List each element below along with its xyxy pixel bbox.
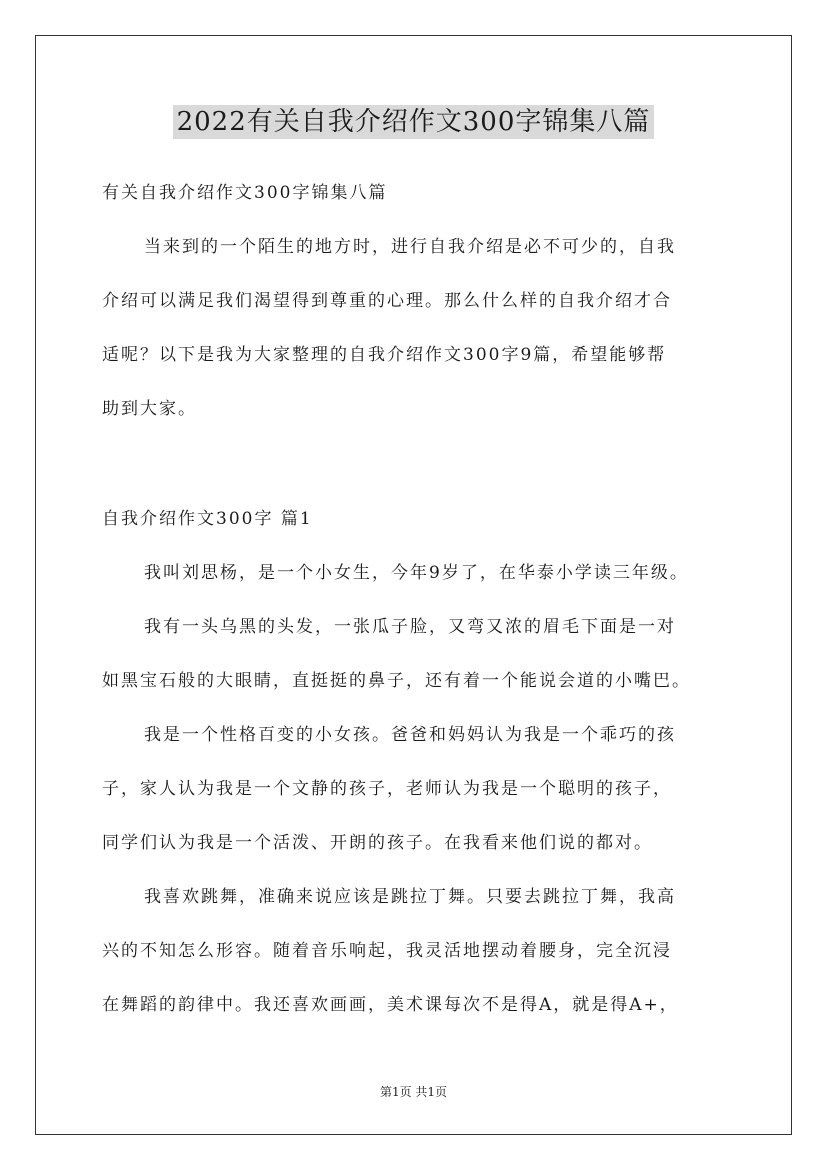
paragraph-line: 我有一头乌黑的头发，一张瓜子脸，又弯又浓的眉毛下面是一对 <box>144 617 676 637</box>
title-text: 2022有关自我介绍作文300字锦集八篇 <box>173 105 655 139</box>
section-heading: 自我介绍作文300字 篇1 <box>102 509 313 529</box>
document-subtitle: 有关自我介绍作文300字锦集八篇 <box>102 183 388 203</box>
paragraph-line: 如黑宝石般的大眼睛，直挺挺的鼻子，还有着一个能说会道的小嘴巴。 <box>102 671 691 691</box>
page-footer: 第1页 共1页 <box>379 1085 448 1099</box>
paragraph-line: 助到大家。 <box>102 399 197 419</box>
paragraph-line: 子，家人认为我是一个文静的孩子，老师认为我是一个聪明的孩子， <box>102 779 672 799</box>
paragraph-line: 在舞蹈的韵律中。我还喜欢画画，美术课每次不是得A，就是得A+， <box>102 995 679 1015</box>
paragraph-line: 我是一个性格百变的小女孩。爸爸和妈妈认为我是一个乖巧的孩 <box>144 725 676 745</box>
paragraph-line: 适呢？以下是我为大家整理的自我介绍作文300字9篇，希望能够帮 <box>102 345 667 365</box>
paragraph-line: 同学们认为我是一个活泼、开朗的孩子。在我看来他们说的都对。 <box>102 833 653 853</box>
paragraph-line: 兴的不知怎么形容。随着音乐响起，我灵活地摆动着腰身，完全沉浸 <box>102 941 672 961</box>
paragraph-line: 介绍可以满足我们渴望得到尊重的心理。那么什么样的自我介绍才合 <box>102 291 672 311</box>
document-title <box>0 102 827 142</box>
paragraph-line: 我叫刘思杨，是一个小女生，今年9岁了，在华泰小学读三年级。 <box>144 563 689 583</box>
paragraph-line: 我喜欢跳舞，准确来说应该是跳拉丁舞。只要去跳拉丁舞，我高 <box>144 887 676 907</box>
paragraph-line: 当来到的一个陌生的地方时，进行自我介绍是必不可少的，自我 <box>144 237 676 257</box>
